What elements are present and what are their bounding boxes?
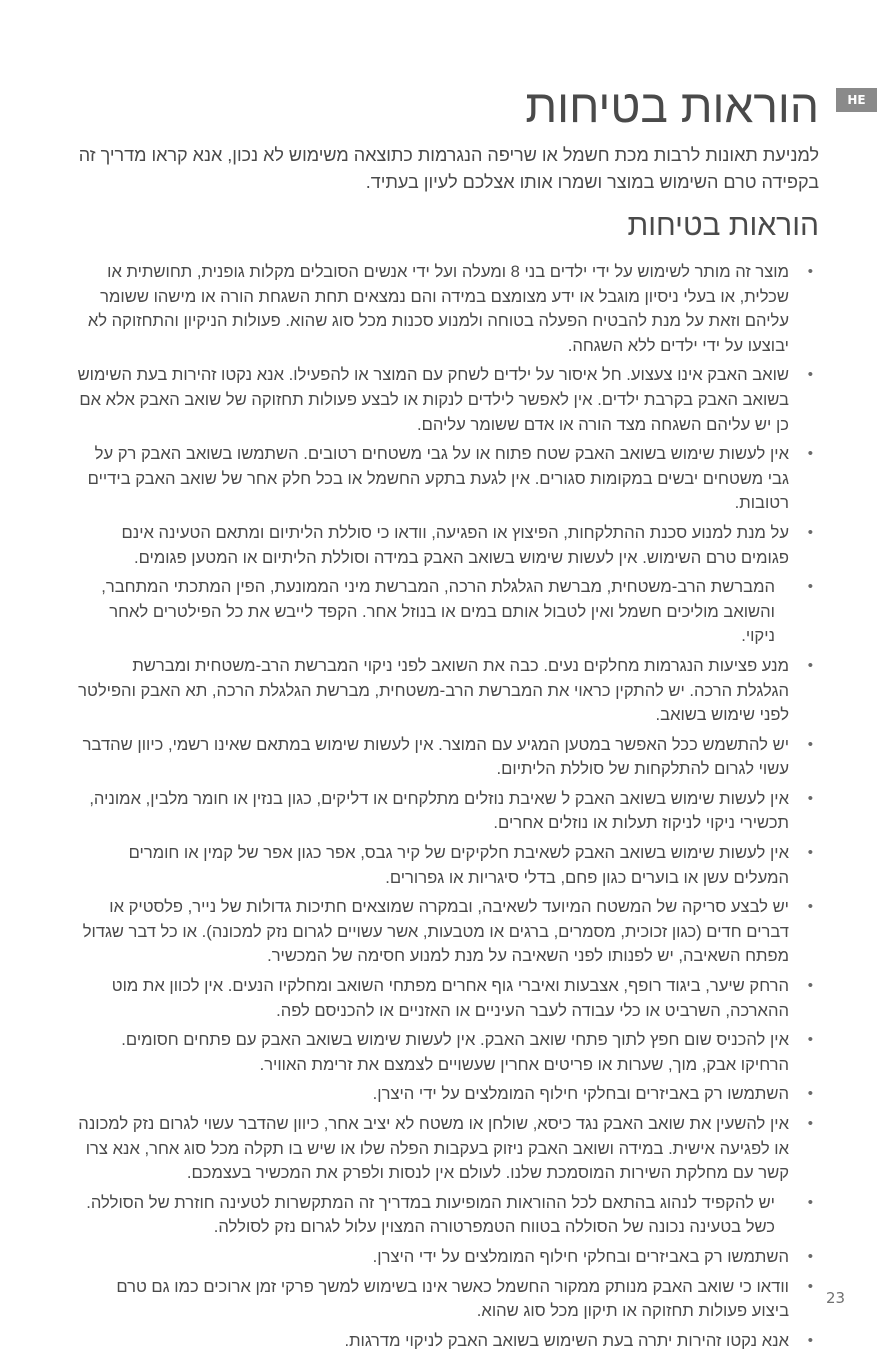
list-item-text: יש לבצע סריקה של המשטח המיועד לשאיבה, ובמקרה שמוצאים חתיכות גדולות של נייר, פלסטיק או דברים חדים (כגון זכוכית, מסמרים, ברגים או מטבעות, אשר עשויים לגרום נזק למכונה). או כל דבר שגדול מפתח השאיבה, יש לפנותו לפני השאיבה על מנת למנוע חסימה של המכשיר. <box>82 897 789 966</box>
list-item <box>77 974 819 1023</box>
list-item-text: השתמשו רק באביזרים ובחלקי חילוף המומלצים על ידי היצרן. <box>372 1246 789 1266</box>
language-tab: HE <box>836 88 877 112</box>
bullet-icon: • <box>807 656 813 674</box>
list-item-text: אין להשעין את שואב האבק נגד כיסא, שולחן או משטח לא יציב אחר, כיוון שהדבר עשוי לגרום נזק למכונה או לפגיעה אישית. במידה ושואב האבק ניזוק בעקבות הפלה שלו או שיש בו תקלה מכל סוג אחר, אנא צרו קשר עם מחלקת השירות המוסמכת שלנו. לעולם אין לנסות ולפרק את המכשיר בעצמכם. <box>78 1114 789 1183</box>
intro-paragraph: למניעת תאונות לרבות מכת חשמל או שריפה הנגרמות כתוצאה משימוש לא נכון, אנא קראו מדריך זה בקפידה טרם השימוש במוצר ושמרו אותו אצלכם לעיון בעתיד. <box>78 145 819 192</box>
list-item-text: אנא נקטו זהירות יתרה בעת השימוש בשואב האבק לניקוי מדרגות. <box>344 1330 789 1350</box>
list-item <box>77 575 819 649</box>
list-item <box>77 363 819 437</box>
safety-list <box>77 260 819 1353</box>
bullet-icon: • <box>807 1331 813 1349</box>
bullet-icon: • <box>807 1115 813 1132</box>
list-item-text: אין לעשות שימוש בשואב האבק לשאיבת חלקיקים של קיר גבס, אפר כגון אפר של קמין או חומרים המעלים עשן או בוערים כגון פחם, בדלי סיגריות או גפרורים. <box>128 843 789 887</box>
bullet-icon: • <box>807 977 813 995</box>
list-item <box>77 1329 819 1354</box>
list-item-text: על מנת למנוע סכנת ההתלקחות, הפיצוץ או הפגיעה, וודאו כי סוללת הליתיום ומתאם הטעינה אינם פגומים טרם השימוש. אין לעשות שימוש בשואב האבק במידה וסוללת הליתיום או המטען פגומים. <box>121 522 789 567</box>
list-item <box>77 895 819 969</box>
list-item <box>77 1112 819 1186</box>
list-item <box>77 1082 819 1107</box>
list-item <box>77 1245 819 1270</box>
section-title: הוראות בטיחות <box>627 209 819 242</box>
bullet-icon: • <box>807 578 813 596</box>
list-item <box>77 260 819 358</box>
bullet-icon: • <box>807 1277 813 1295</box>
bullet-icon: • <box>807 1085 813 1103</box>
bullet-icon: • <box>807 898 813 916</box>
list-item-text: שואב האבק אינו צעצוע. חל איסור על ילדים לשחק עם המוצר או להפעילו. אנא נקטו זהירות בעת השימוש בשואב האבק בקרבת ילדים. אין לאפשר לילדים לנקות או לבצע פעולות תחזוקה של שואב האבק אלא אם כן יש עליהם השגחה מצד הורה או אדם ששומר עליהם. <box>77 365 789 434</box>
list-item <box>77 1275 819 1324</box>
bullet-icon: • <box>807 263 813 280</box>
list-item <box>77 654 819 728</box>
list-item <box>77 841 819 890</box>
list-item-text: השתמשו רק באביזרים ובחלקי חילוף המומלצים על ידי היצרן. <box>372 1084 789 1104</box>
list-item-text: אין לעשות שימוש בשואב האבק ל שאיבת נוזלים מתלקחים או דליקים, כגון בנזין או חומר מלבין, אמוניה, תכשירי ניקוי לניקוז תעלות או נוזלים אחרים. <box>89 788 789 833</box>
list-item-text: המברשת הרב-משטחית, מברשת הגלגלת הרכה, המברשת מיני הממונעת, הפין המתכתי המתחבר, והשואב מוליכים חשמל ואין לטבול אותם במים או בנוזל אחר. הקפד לייבש את כל הפילטרים לאחר ניקוי. <box>101 577 775 646</box>
bullet-icon: • <box>807 445 813 463</box>
page-number: 23 <box>826 1289 846 1307</box>
list-item-text: מוצר זה מותר לשימוש על ידי ילדים בני 8 ומעלה ועל ידי אנשים הסובלים מקלות גופנית, תחושתית או שכלית, או בעלי ניסיון מוגבל או ידע מצומצם במידה והם נמצאים תחת השגחת הורה או מישהו ששומר עליהם וזאת על מנת להבטיח הפעלה בטוחה ולמנוע סכנות מכל סוג שהוא. פעולות הניקיון והתחזוקה לא יבוצעו על ידי ילדים ללא השגחה. <box>87 262 789 355</box>
list-item-text: מנע פציעות הנגרמות מחלקים נעים. כבה את השואב לפני ניקוי המברשת הרב-משטחית ומברשת הגלגלת הרכה. יש להתקין כראוי את המברשת הרב-משטחית, מברשת הגלגלת הרכה, תא האבק והפילטר לפני שימוש בשואב. <box>78 655 789 725</box>
bullet-icon: • <box>807 366 813 384</box>
bullet-icon: • <box>807 1247 813 1265</box>
bullet-icon: • <box>807 1193 813 1211</box>
list-item-text: יש להקפיד לנהוג בהתאם לכל ההוראות המופיעות במדריך זה המתקשרות לטעינה חוזרת של הסוללה. כשל בטעינה נכונה של הסוללה בטווח הטמפרטורה המצוין עלול לגרום נזק לסוללה. <box>86 1192 775 1237</box>
list-item <box>77 442 819 516</box>
list-item <box>77 787 819 836</box>
list-item <box>77 733 819 782</box>
list-item-text: וודאו כי שואב האבק מנותק ממקור החשמל כאשר אינו בשימוש למשך פרקי זמן ארוכים כמו גם טרם ביצוע פעולות תחזוקה או תיקון מכל סוג שהוא. <box>116 1276 789 1321</box>
list-item-text: יש להתשמש ככל האפשר במטען המגיע עם המוצר. אין לעשות שימוש במתאם שאינו רשמי, כיוון שהדבר עשוי לגרום להתלקחות של סוללת הליתיום. <box>82 734 789 779</box>
list-item-text: אין להכניס שום חפץ לתוך פתחי שואב האבק. אין לעשות שימוש בשואב האבק עם פתחים חסומים. הרחיקו אבק, מוך, שערות או פריטים אחרין שעשויים לצמצם את זרימת האוויר. <box>121 1030 789 1074</box>
list-item <box>77 1028 819 1077</box>
bullet-icon: • <box>807 789 813 807</box>
bullet-icon: • <box>807 1031 813 1049</box>
list-item-text: אין לעשות שימוש בשואב האבק שטח פתוח או על גבי משטחים רטובים. השתמשו בשואב האבק רק על גבי משטחים יבשים במקומות סגורים. אין לגעת בתקע החשמל או בכל חלק אחר של שואב האבק בידיים רטובות. <box>87 444 789 513</box>
bullet-icon: • <box>807 523 813 541</box>
bullet-icon: • <box>807 844 813 862</box>
list-item <box>77 521 819 570</box>
list-item-text: הרחק שיער, ביגוד רופף, אצבעות ואיברי גוף אחרים מפתחי השואב ומחלקיו הנעים. אין לכוון את מוט ההארכה, השרביט או כלי עבודה לעבר העיניים או האזניים או להכניסם לפה. <box>111 976 789 1020</box>
page-title: הוראות בטיחות <box>525 80 819 132</box>
list-item <box>77 1191 819 1240</box>
bullet-icon: • <box>807 735 813 753</box>
page-content <box>77 80 819 1358</box>
